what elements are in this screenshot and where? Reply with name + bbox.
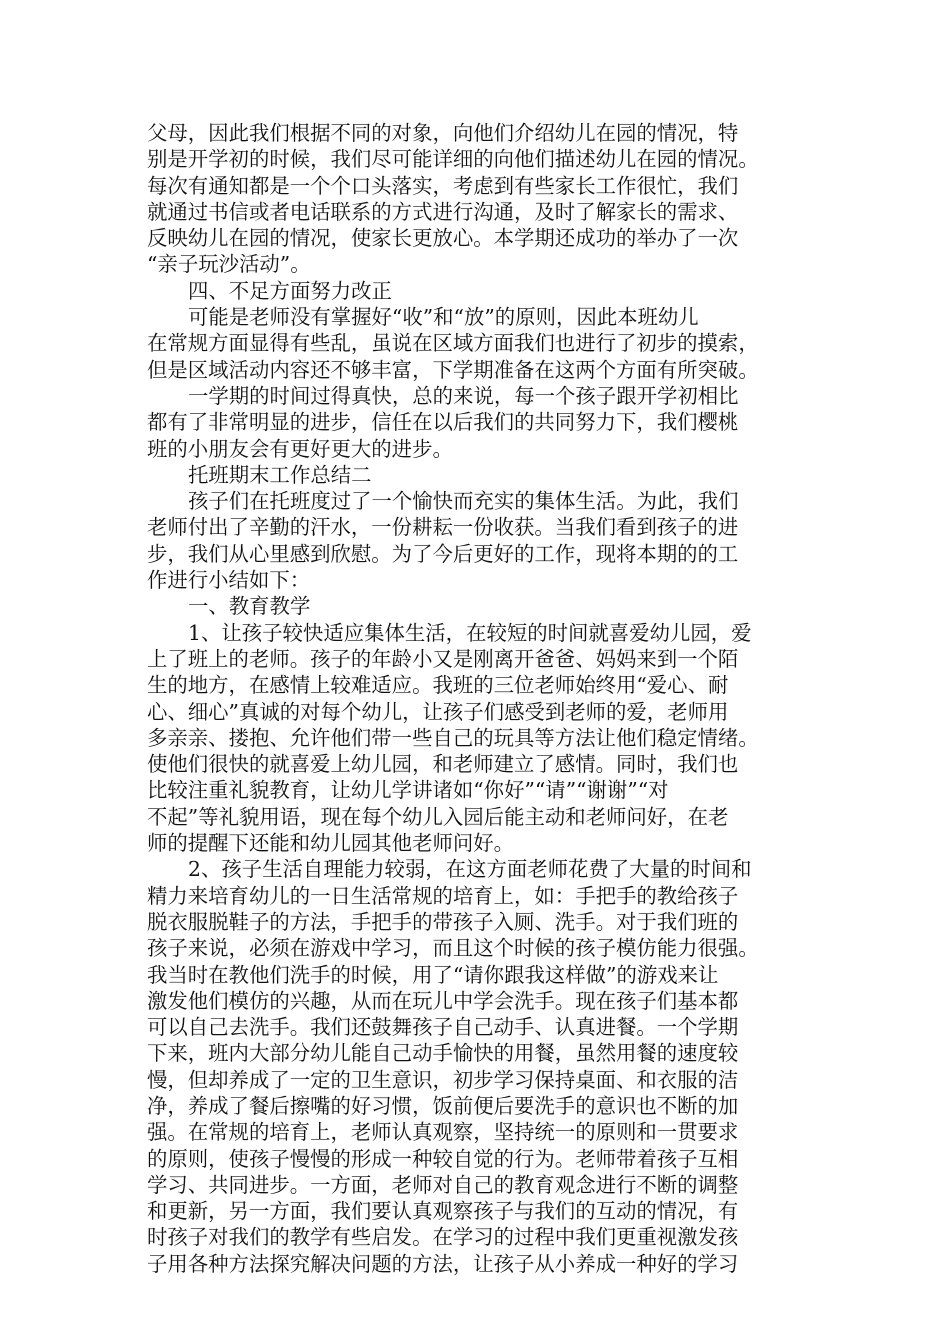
paragraph-start-line: 可能是老师没有掌握好“收”和“放”的原则，因此本班幼儿 [188, 305, 699, 330]
text-line: 强。在常规的培育上，老师认真观察，坚持统一的原则和一贯要求 [147, 1120, 739, 1145]
text-line: “亲子玩沙活动”。 [147, 252, 311, 277]
text-line: 父母，因此我们根据不同的对象，向他们介绍幼儿在园的情况，特 [147, 121, 739, 145]
text-line: 时孩子对我们的教学有些启发。在学习的过程中我们更重视激发孩 [147, 1225, 739, 1250]
text-line: 净，养成了餐后擦嘴的好习惯，饭前便后要洗手的意识也不断的加 [147, 1093, 739, 1118]
text-line: 学习、共同进步。一方面，老师对自己的教育观念进行不断的调整 [147, 1172, 739, 1197]
text-line: 生的地方，在感情上较难适应。我班的三位老师始终用“爱心、耐 [147, 673, 729, 698]
text-line: 师的提醒下还能和幼儿园其他老师问好。 [147, 831, 515, 856]
text-line: 精力来培育幼儿的一日生活常规的培育上，如：手把手的教给孩子 [147, 883, 739, 908]
text-line: 老师付出了辛勤的汗水，一份耕耘一份收获。当我们看到孩子的进 [147, 515, 739, 540]
text-line: 心、细心”真诚的对每个幼儿，让孩子们感受到老师的爱，老师用 [147, 699, 729, 724]
text-line: 激发他们模仿的兴趣，从而在玩儿中学会洗手。现在孩子们基本都 [147, 988, 739, 1013]
text-line: 的原则，使孩子慢慢的形成一种较自觉的行为。老师带着孩子互相 [147, 1146, 739, 1171]
text-line: 孩子来说，必须在游戏中学习，而且这个时候的孩子模仿能力很强。 [147, 936, 759, 961]
text-line: 反映幼儿在园的情况，使家长更放心。本学期还成功的举办了一次 [147, 226, 739, 251]
text-line: 多亲亲、搂抱、允许他们带一些自己的玩具等方法让他们稳定情绪。 [147, 725, 759, 750]
text-line: 每次有通知都是一个个口头落实，考虑到有些家长工作很忙，我们 [147, 173, 739, 198]
text-line: 可以自己去洗手。我们还鼓舞孩子自己动手、认真进餐。一个学期 [147, 1015, 739, 1040]
text-line: 作进行小结如下： [147, 568, 311, 593]
text-line: 就通过书信或者电话联系的方式进行沟通，及时了解家长的需求、 [147, 199, 739, 224]
paragraph-start-line: 托班期末工作总结二 [188, 462, 372, 487]
text-line: 下来，班内大部分幼儿能自己动手愉快的用餐，虽然用餐的速度较 [147, 1041, 739, 1066]
text-line: 和更新，另一方面，我们要认真观察孩子与我们的互动的情况，有 [147, 1199, 739, 1224]
paragraph-start-line: 孩子们在托班度过了一个愉快而充实的集体生活。为此，我们 [188, 489, 739, 514]
text-line: 使他们很快的就喜爱上幼儿园，和老师建立了感情。同时，我们也 [147, 752, 739, 777]
paragraph-start-line: 1、让孩子较快适应集体生活，在较短的时间就喜爱幼儿园，爱 [188, 620, 752, 645]
document-page [147, 120, 807, 1277]
text-line: 比较注重礼貌教育，让幼儿学讲诸如“你好”“请”“谢谢”“对 [147, 778, 669, 803]
paragraph-start-line: 一学期的时间过得真快，总的来说，每一个孩子跟开学初相比 [188, 383, 739, 408]
text-line: 我当时在教他们洗手的时候，用了“请你跟我这样做”的游戏来让 [147, 962, 719, 987]
text-line: 别是开学初的时候，我们尽可能详细的向他们描述幼儿在园的情况。 [147, 147, 759, 172]
text-line: 脱衣服脱鞋子的方法，手把手的带孩子入厕、洗手。对于我们班的 [147, 909, 739, 934]
text-line: 都有了非常明显的进步，信任在以后我们的共同努力下，我们樱桃 [147, 410, 739, 435]
text-line: 班的小朋友会有更好更大的进步。 [147, 436, 453, 461]
paragraph-start-line: 2、孩子生活自理能力较弱，在这方面老师花费了大量的时间和 [188, 857, 752, 882]
text-line: 不起”等礼貌用语，现在每个幼儿入园后能主动和老师问好，在老 [147, 804, 729, 829]
paragraph-start-line: 一、教育教学 [188, 594, 311, 619]
text-line: 步，我们从心里感到欣慰。为了今后更好的工作，现将本期的的工 [147, 541, 739, 566]
text-line: 慢，但却养成了一定的卫生意识，初步学习保持桌面、和衣服的洁 [147, 1067, 739, 1092]
text-line: 上了班上的老师。孩子的年龄小又是刚离开爸爸、妈妈来到一个陌 [147, 646, 739, 671]
paragraph-start-line: 四、不足方面努力改正 [188, 278, 392, 303]
text-line: 在常规方面显得有些乱，虽说在区域方面我们也进行了初步的摸索， [147, 331, 759, 356]
text-line: 子用各种方法探究解决问题的方法，让孩子从小养成一种好的学习 [147, 1251, 739, 1276]
text-line: 但是区域活动内容还不够丰富，下学期准备在这两个方面有所突破。 [147, 357, 759, 382]
